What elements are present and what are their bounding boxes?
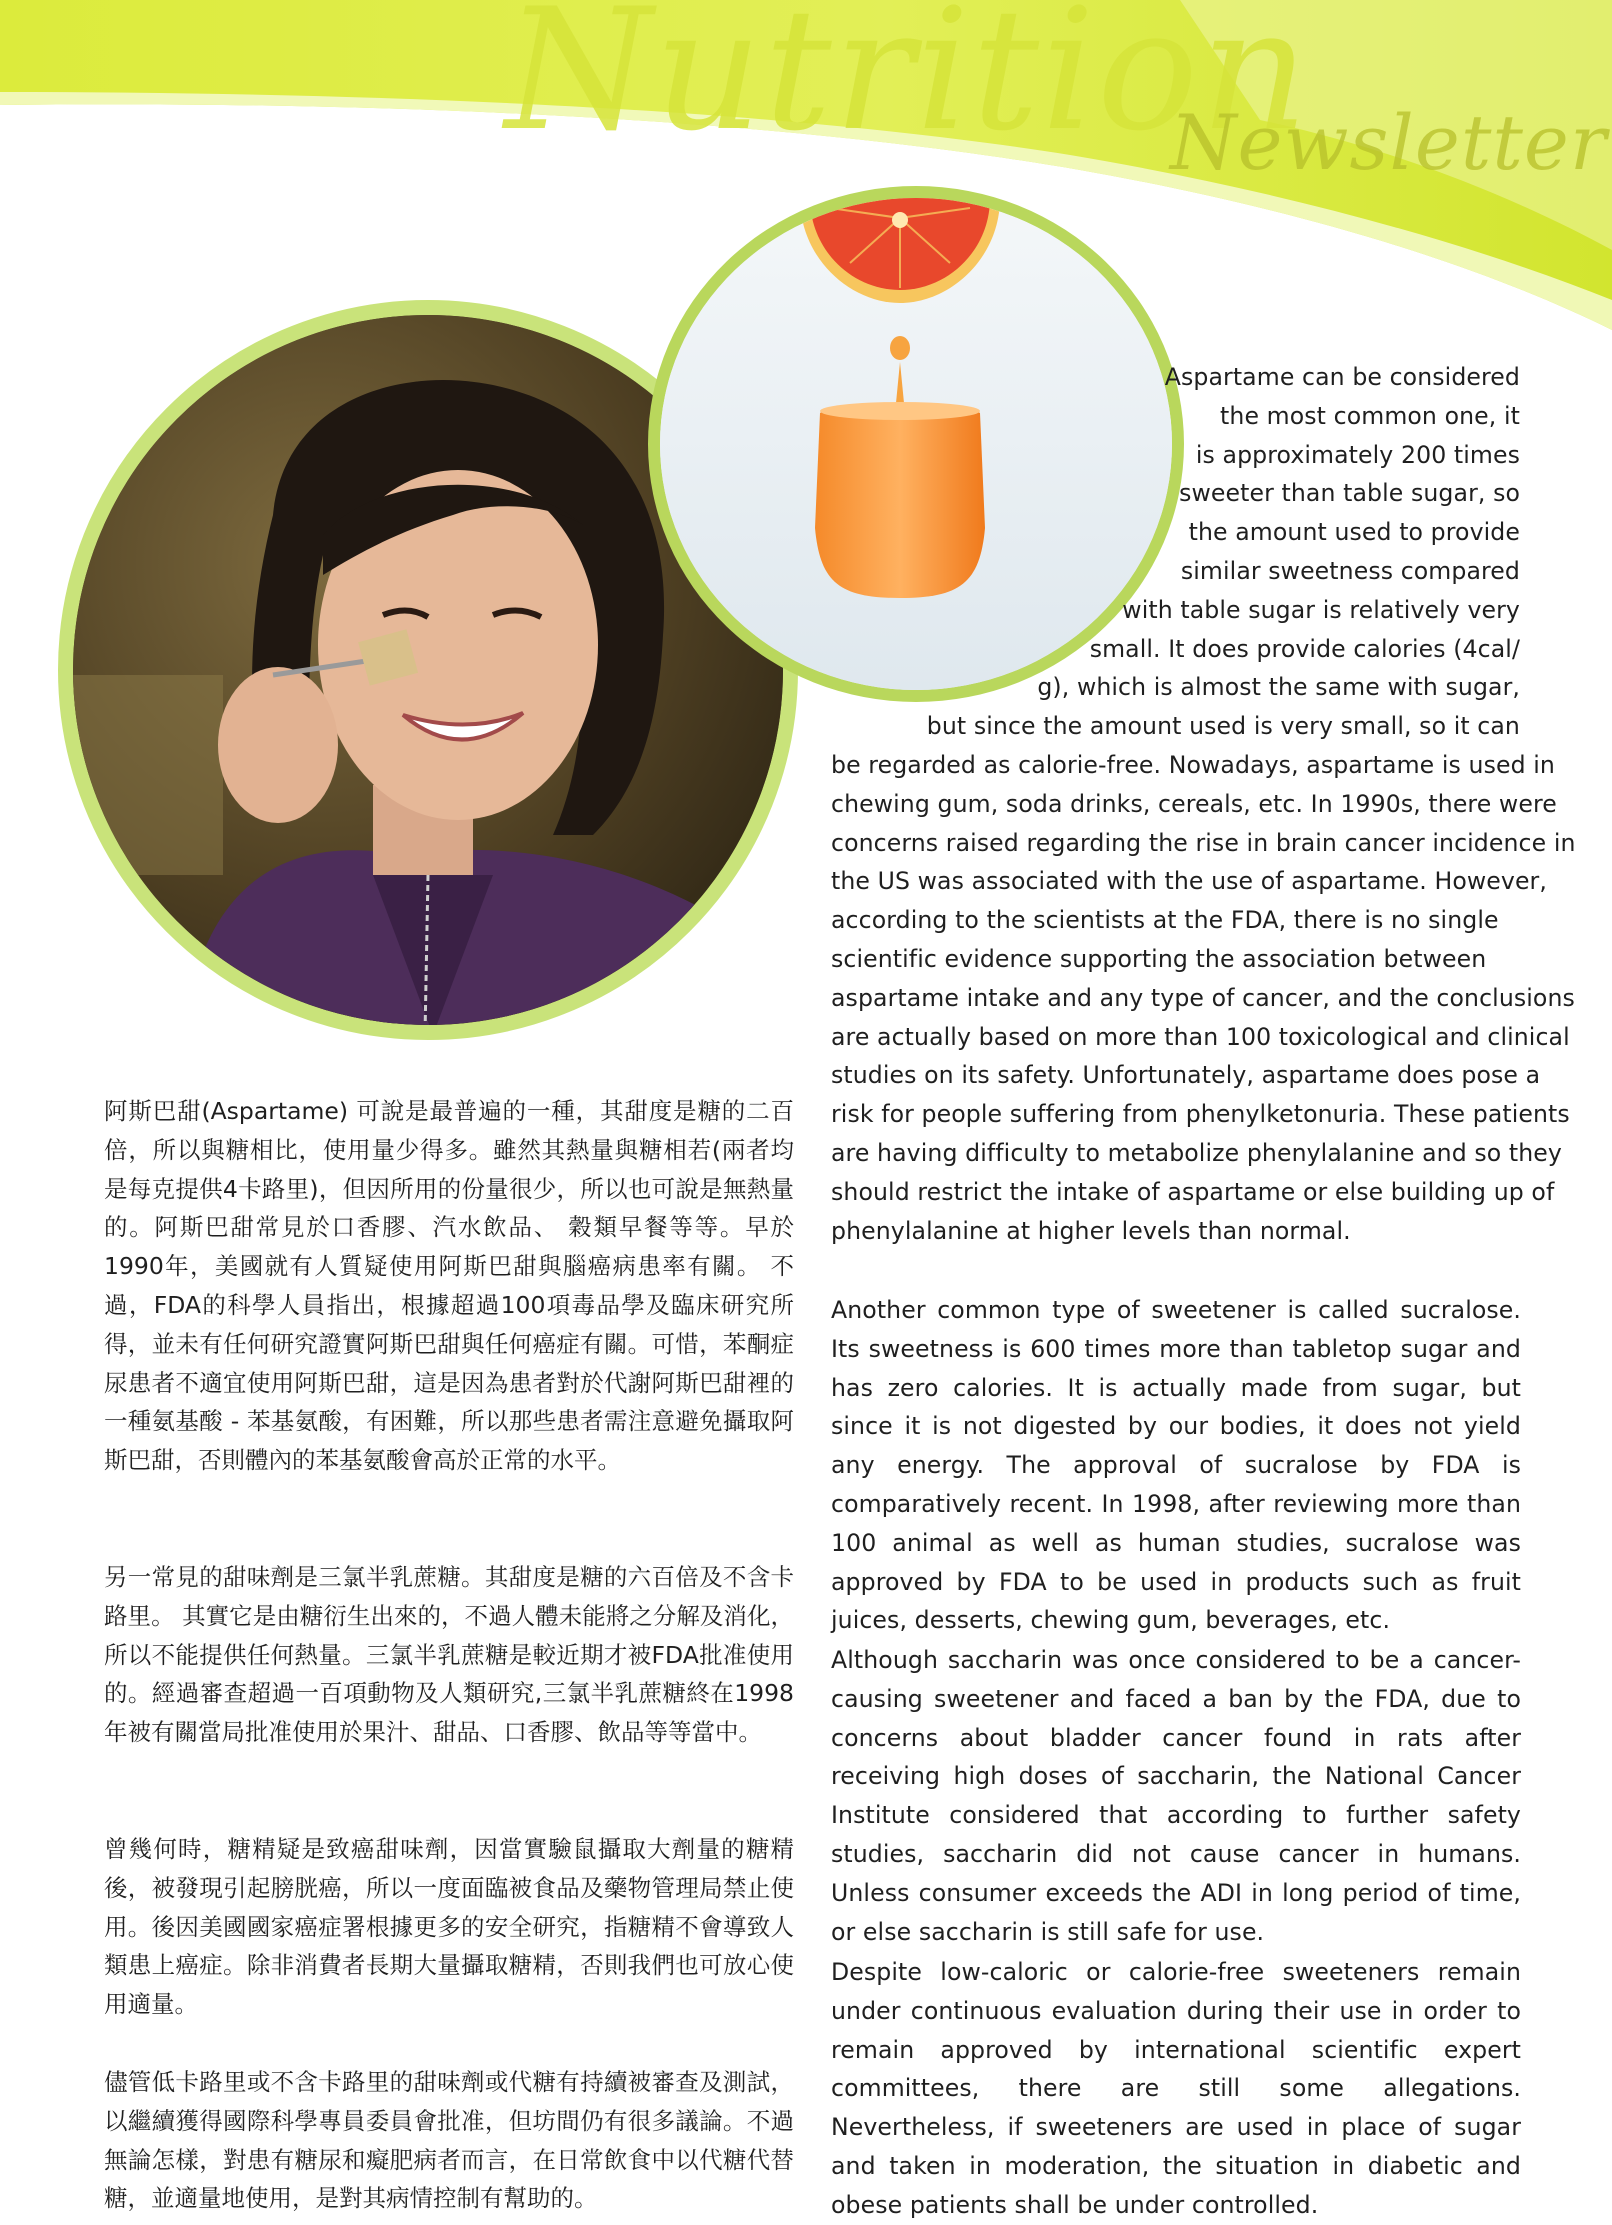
text-line: g), which is almost the same with sugar, <box>1037 673 1520 702</box>
newsletter-title: Nutrition <box>505 0 1311 168</box>
text-line: sweeter than table sugar, so <box>1179 479 1520 508</box>
text-line: concerns raised regarding the rise in brain cancer incidence in <box>831 828 1576 857</box>
text-line: aspartame intake and any type of cancer, and the conclusions <box>831 983 1575 1012</box>
text-line: are actually based on more than 100 toxicological and clinical <box>831 1022 1570 1051</box>
text-line: phenylalanine at higher levels than normal. <box>831 1216 1351 1245</box>
chinese-paragraph-4 <box>104 2063 794 2218</box>
chinese-paragraph-2 <box>104 1558 794 1752</box>
text-line: the most common one, it <box>1220 401 1520 430</box>
text-line: chewing gum, soda drinks, cereals, etc. In 1990s, there were <box>831 789 1557 818</box>
english-paragraph-3 <box>831 1641 1521 1951</box>
text-line: scientific evidence supporting the association between <box>831 944 1487 973</box>
text-line: according to the scientists at the FDA, there is no single <box>831 906 1499 935</box>
text-line: with table sugar is relatively very <box>1122 595 1520 624</box>
text-line: are having difficulty to metabolize phenylalanine and so they <box>831 1138 1562 1167</box>
english-paragraph-2 <box>831 1291 1521 1640</box>
paragraph-text: Despite low-caloric or calorie-free sweeteners remain under continuous evaluation during their use in order to remain approved by international scientific expert committees, there are still some allegations. Nevertheless, if sweeteners are used in place of sugar and taken in moderation, the situation in diabetic and obese patients shall be under controlled. <box>831 1958 1521 2219</box>
chinese-paragraph-1 <box>104 1092 794 1480</box>
text-line: risk for people suffering from phenylketonuria. These patients <box>831 1100 1570 1129</box>
paragraph-text: 儘管低卡路里或不含卡路里的甜味劑或代糖有持續被審查及測試，以繼續獲得國際科學專員委員會批准，但坊間仍有很多議論。不過無論怎樣，對患有糖尿和癡肥病者而言，在日常飲食中以代糖代替糖，並適量地使用，是對其病情控制有幫助的。 <box>104 2068 794 2213</box>
text-line: small. It does provide calories (4cal/ <box>1089 634 1520 663</box>
paragraph-text: Although saccharin was once considered to be a cancer-causing sweetener and faced a ban by the FDA, due to concerns about bladder cancer found in rats after receiving high doses of saccharin, the National Cancer Institute considered that according to further safety studies, saccharin did not cause cancer in humans. Unless consumer exceeds the ADI in long period of time, or else saccharin is still safe for use. <box>831 1646 1521 1946</box>
text-line: similar sweetness compared <box>1180 556 1520 585</box>
text-line: should restrict the intake of aspartame or else building up of <box>831 1177 1555 1206</box>
paragraph-text: 阿斯巴甜(Aspartame) 可說是最普遍的一種，其甜度是糖的二百倍，所以與糖相比，使用量少得多。雖然其熱量與糖相若(兩者均是每克提供4卡路里)，但因所用的份量很少，所以也可說是無熱量的。阿斯巴甜常見於口香膠、汽水飲品、 穀類早餐等等。早於1990年，美國就有人質疑使用阿斯巴甜與腦癌病患率有關。 不過，FDA的科學人員指出，根據超過100項毒品學及臨床研究所得，並未有任何研究證實阿斯巴甜與任何癌症有關。可惜，苯酮症尿患者不適宜使用阿斯巴甜，這是因為患者對於代謝阿斯巴甜裡的一種氨基酸 - 苯基氨酸，有困難，所以那些患者需注意避免攝取阿斯巴甜，否則體內的苯基氨酸會高於正常的水平。 <box>104 1097 794 1475</box>
text-line: Aspartame can be considered <box>1164 363 1520 391</box>
english-paragraph-1-continued <box>831 746 1576 1250</box>
text-line: is approximately 200 times <box>1195 440 1520 469</box>
paragraph-text: 曾幾何時，糖精疑是致癌甜味劑，因當實驗鼠攝取大劑量的糖精後，被發現引起膀胱癌，所以一度面臨被食品及藥物管理局禁止使用。後因美國國家癌症署根據更多的安全研究，指糖精不會導致人類患上癌症。除非消費者長期大量攝取糖精，否則我們也可放心使用適量。 <box>104 1835 794 2019</box>
text-line: the amount used to provide <box>1188 518 1520 547</box>
text-line: be regarded as calorie-free. Nowadays, aspartame is used in <box>831 751 1555 779</box>
text-line: but since the amount used is very small, so it can <box>926 712 1520 741</box>
paragraph-text: 另一常見的甜味劑是三氯半乳蔗糖。其甜度是糖的六百倍及不含卡路里。 其實它是由糖衍生出來的，不過人體未能將之分解及消化，所以不能提供任何熱量。三氯半乳蔗糖是較近期才被FDA批准使用的。經過審查超過一百項動物及人類研究,三氯半乳蔗糖終在1998年被有關當局批准使用於果汁、甜品、口香膠、飲品等等當中。 <box>104 1563 794 1747</box>
paragraph-text: Another common type of sweetener is called sucralose. Its sweetness is 600 times more than tabletop sugar and has zero calories. It is actually made from sugar, but since it is not digested by our bodies, it does not yield any energy. The approval of sucralose by FDA is comparatively recent. In 1998, after reviewing more than 100 animal as well as human studies, sucralose was approved by FDA to be used in products such as fruit juices, desserts, chewing gum, beverages, etc. <box>831 1296 1521 1635</box>
newsletter-subtitle: Newsletter <box>1170 98 1608 187</box>
text-line: the US was associated with the use of aspartame. However, <box>831 867 1547 896</box>
chinese-paragraph-3 <box>104 1830 794 2024</box>
english-paragraph-4 <box>831 1953 1521 2225</box>
text-line: studies on its safety. Unfortunately, aspartame does pose a <box>831 1061 1541 1090</box>
english-paragraph-1-wrapped <box>760 358 1520 746</box>
